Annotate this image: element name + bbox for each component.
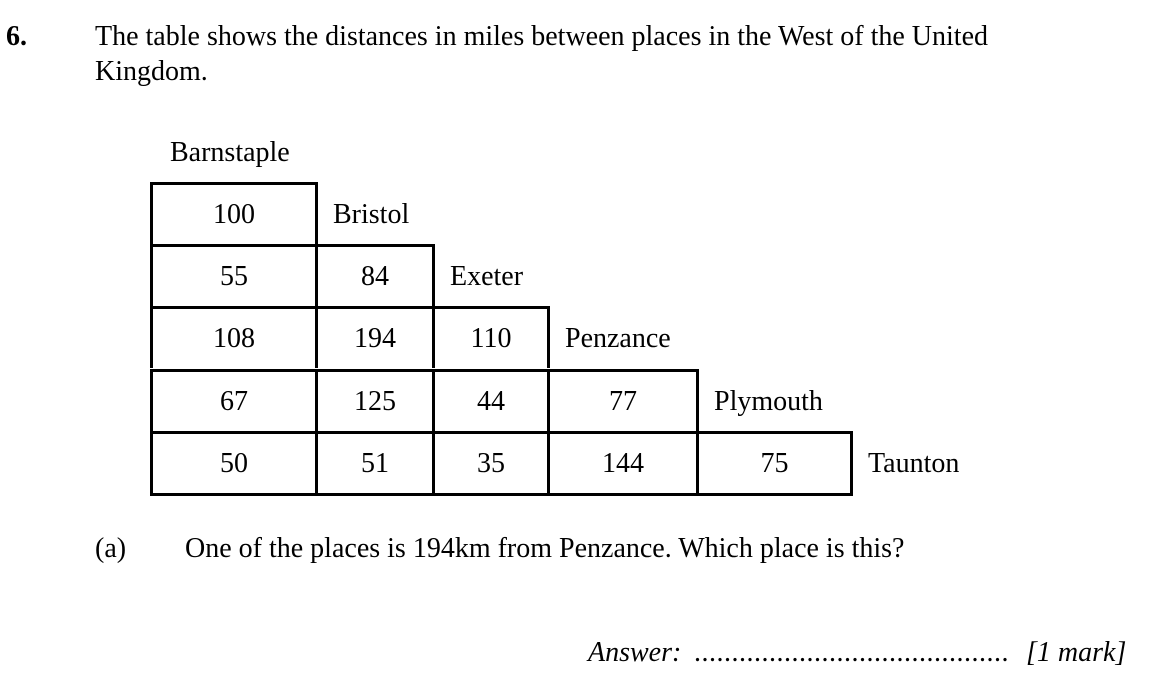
distance-cell: 67 — [150, 369, 315, 431]
answer-line[interactable]: .......................................... — [694, 637, 1009, 668]
distance-cell: 110 — [432, 306, 550, 368]
part-a-label: (a) — [95, 533, 127, 564]
distance-cell: 108 — [150, 306, 315, 368]
distance-cell: 84 — [315, 244, 435, 306]
distance-cell: 50 — [150, 431, 315, 496]
question-text: The table shows the distances in miles between places in the West of the United Kingdom. — [95, 21, 988, 87]
distance-cell: 35 — [432, 431, 547, 496]
distance-cell: 75 — [696, 431, 853, 496]
distance-cell: 144 — [547, 431, 696, 496]
part-a-text: One of the places is 194km from Penzance. Which place is this? — [185, 533, 905, 564]
distance-cell: 77 — [547, 369, 699, 431]
place-label-taunton: Taunton — [868, 448, 960, 479]
distance-cell: 44 — [432, 369, 547, 431]
distance-cell: 100 — [150, 182, 318, 244]
distance-cell: 55 — [150, 244, 315, 306]
place-label-exeter: Exeter — [450, 261, 524, 292]
place-label-penzance: Penzance — [565, 323, 671, 354]
marks-label: [1 mark] — [1026, 637, 1127, 668]
place-label-bristol: Bristol — [333, 199, 410, 230]
answer-label: Answer: — [588, 637, 682, 668]
place-label-barnstaple: Barnstaple — [170, 137, 290, 168]
place-label-plymouth: Plymouth — [714, 386, 823, 417]
distance-cell: 125 — [315, 369, 432, 431]
question-number: 6. — [6, 21, 27, 52]
distance-cell: 194 — [315, 306, 432, 368]
distance-cell: 51 — [315, 431, 432, 496]
